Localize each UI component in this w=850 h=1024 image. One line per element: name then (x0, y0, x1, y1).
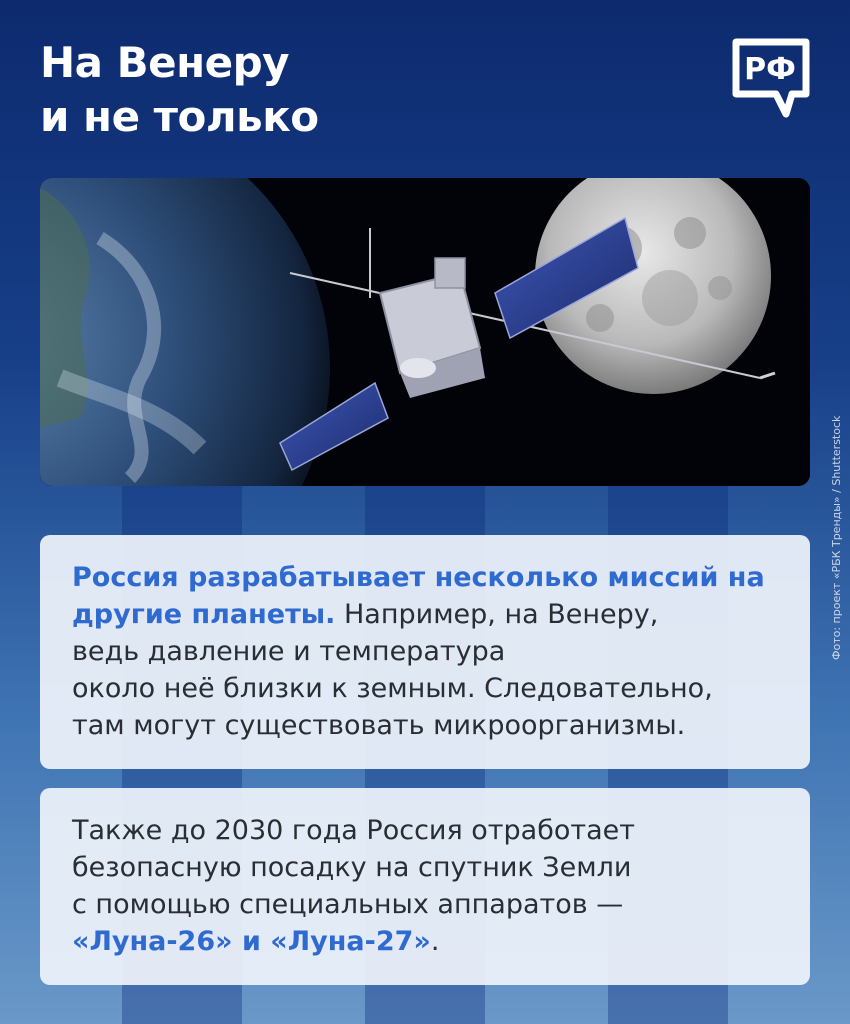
card2-line-1: Также до 2030 года Россия отработает (72, 815, 636, 846)
card1-line-4: там могут существовать микроорганизмы. (72, 710, 686, 741)
card2-line-2: безопасную посадку на спутник Земли (72, 852, 632, 883)
page-title (40, 36, 319, 144)
photo-credit: Фото: проект «РБК Тренды» / Shutterstock (830, 415, 843, 660)
rf-logo (730, 38, 812, 122)
space-photo (40, 178, 810, 486)
info-card-moon (40, 788, 810, 985)
title-line-2: и не только (40, 92, 319, 141)
card1-line-2: ведь давление и температура (72, 636, 506, 667)
card1-line-1: Например, на Венеру, (335, 599, 659, 630)
card2-highlight: «Луна-26» и «Луна-27» (72, 926, 431, 957)
info-card-planets (40, 535, 810, 769)
card2-line-3: с помощью специальных аппаратов — (72, 889, 624, 920)
card1-highlight: Россия разрабатывает несколько миссий на другие планеты. (72, 562, 765, 630)
card2-tail: . (430, 926, 440, 957)
title-line-1: На Венеру (40, 38, 290, 87)
logo-text: РФ (744, 52, 796, 87)
card1-line-3: около неё близки к земным. Следовательно, (72, 673, 713, 704)
